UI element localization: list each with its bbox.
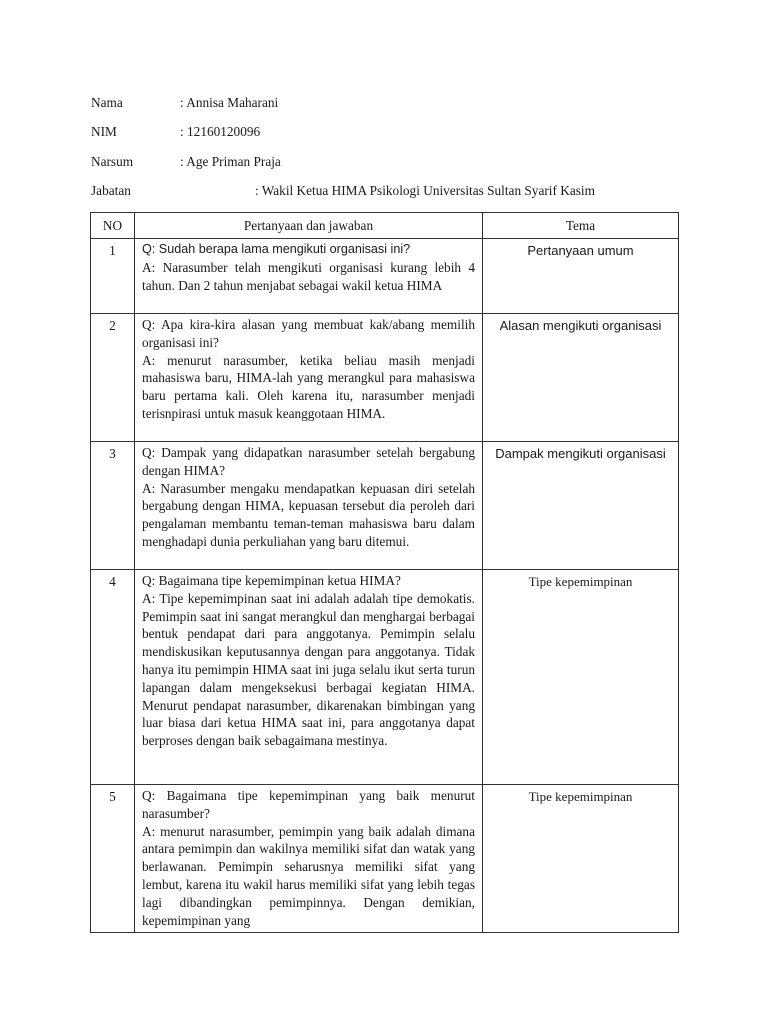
- question-text: Q: Bagaimana tipe kepemimpinan ketua HIMA?: [142, 573, 401, 588]
- nama-row: [91, 94, 691, 123]
- tema-cell: Tipe kepemimpinan: [483, 785, 679, 933]
- nim-row: [91, 123, 691, 152]
- qa-cell: [135, 314, 483, 442]
- column-header-qa: Pertanyaan dan jawaban: [135, 213, 483, 239]
- table-row: [91, 570, 679, 785]
- jabatan-row: [91, 182, 691, 211]
- jabatan-value: : Wakil Ketua HIMA Psikologi Universitas Sultan Syarif Kasim: [255, 182, 595, 198]
- answer-text: A: Narasumber telah mengikuti organisasi kurang lebih 4 tahun. Dan 2 tahun menjabat sebagai wakil ketua HIMA: [142, 259, 475, 293]
- tema-cell: Dampak mengikuti organisasi: [483, 442, 679, 570]
- nim-value: : 12160120096: [180, 124, 261, 140]
- row-number: 2: [91, 314, 135, 442]
- question-text: Q: Dampak yang didapatkan narasumber setelah bergabung dengan HIMA?: [142, 445, 475, 478]
- question-text: Q: Apa kira-kira alasan yang membuat kak/abang memilih organisasi ini?: [142, 317, 475, 350]
- tema-cell: Alasan mengikuti organisasi: [483, 314, 679, 442]
- jabatan-label: Jabatan: [91, 182, 131, 198]
- identity-header: [91, 94, 691, 211]
- qa-cell: [135, 785, 483, 933]
- row-number: 4: [91, 570, 135, 785]
- qa-cell-clip: [142, 787, 475, 931]
- table-row: [91, 785, 679, 933]
- table-row: [91, 239, 679, 314]
- qa-cell: [135, 442, 483, 570]
- answer-text: A: menurut narasumber, ketika beliau masih menjadi mahasiswa baru, HIMA-lah yang merangkul para mahasiswa baru pertama kali. Oleh karena itu, narasumber menjadi terisnpirasi untuk masuk keanggotaan HIMA.: [142, 352, 475, 421]
- question-text: Q: Sudah berapa lama mengikuti organisasi ini?: [142, 242, 411, 256]
- answer-text: A: menurut narasumber, pemimpin yang baik adalah dimana antara pemimpin dan wakilnya memiliki sifat dan watak yang berlawanan. Pemimpin seharusnya memiliki sifat yang lembut, karena itu wakil harus memiliki sifat yang lebih tegas lagi dibandingkan pemimpinnya. Dengan demikian, kepemimpinan yang: [142, 823, 475, 928]
- row-number: 1: [91, 239, 135, 314]
- nim-label: NIM: [91, 124, 117, 140]
- row-number: 5: [91, 785, 135, 933]
- question-text: Q: Bagaimana tipe kepemimpinan yang baik menurut narasumber?: [142, 788, 475, 821]
- answer-text: A: Tipe kepemimpinan saat ini adalah adalah tipe demokatis. Pemimpin saat ini sangat merangkul dan menghargai berbagai bentuk pendapat dari para anggotanya. Pemimpin selalu mendiskusikan keputusannya dengan para anggotanya. Tidak hanya itu pemimpin HIMA saat ini juga selalu ikut serta turun lapangan dalam mengeksekusi berbagai kegiatan HIMA. Menurut pendapat narasumber, dikarenakan bimbingan yang luar biasa dari ketua HIMA saat ini, para anggotanya dapat berproses dengan baik sebagaimana mestinya.: [142, 590, 475, 749]
- tema-cell: Pertanyaan umum: [483, 239, 679, 314]
- narsum-row: [91, 153, 691, 182]
- table-header-row: [91, 213, 679, 239]
- column-header-tema: Tema: [483, 213, 679, 239]
- table-row: [91, 442, 679, 570]
- tema-cell: Tipe kepemimpinan: [483, 570, 679, 785]
- nama-label: Nama: [91, 95, 123, 110]
- column-header-no: NO: [91, 213, 135, 239]
- narsum-value: : Age Priman Praja: [180, 153, 281, 169]
- nama-value: : Annisa Maharani: [180, 95, 279, 110]
- qa-cell: [135, 239, 483, 314]
- interview-table: [90, 212, 679, 933]
- row-number: 3: [91, 442, 135, 570]
- narsum-label: Narsum: [91, 153, 134, 169]
- answer-text: A: Narasumber mengaku mendapatkan kepuasan diri setelah bergabung dengan HIMA, kepuasan tersebut dia peroleh dari pengalaman membantu teman-teman mahasiswa baru dalam menghadapi dunia perkuliahan yang baru ditemui.: [142, 480, 475, 549]
- qa-cell: [135, 570, 483, 785]
- table-row: [91, 314, 679, 442]
